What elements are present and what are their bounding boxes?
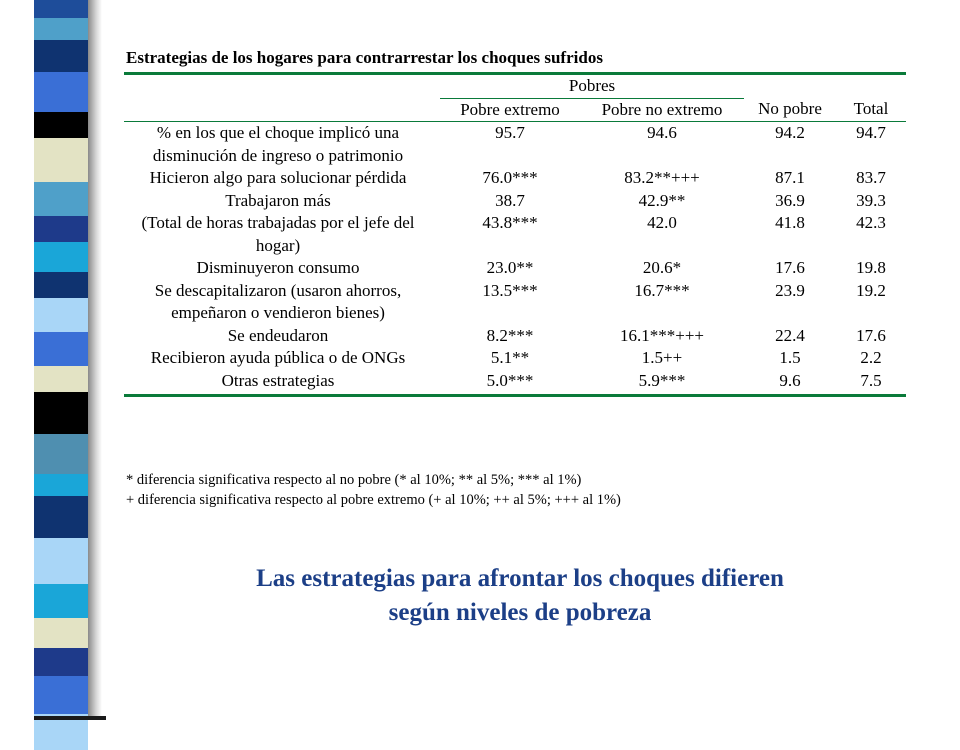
cell-value: 16.1***+++	[619, 325, 704, 345]
cell-value: 5.1**	[490, 348, 530, 367]
cell-value: 95.7	[495, 123, 525, 142]
strip-block	[34, 496, 88, 538]
header-blank	[124, 74, 440, 99]
cell-value: 9.6	[744, 370, 836, 396]
cell-value: 17.6	[775, 258, 805, 277]
strip-block	[34, 618, 88, 648]
row-label: Se descapitalizaron (usaron ahorros, empeñaron o vendieron bienes)	[154, 280, 402, 322]
cell-value: 83.7	[856, 168, 886, 187]
table-row	[124, 325, 906, 348]
conclusion-line: según niveles de pobreza	[388, 599, 652, 626]
table-row	[124, 212, 906, 257]
cell-value: 2.2	[860, 348, 882, 367]
cell-value: 19.2	[856, 280, 886, 300]
cell-value: 94.6	[647, 123, 677, 142]
cell-value: 43.8***	[482, 213, 538, 232]
table-title: Estrategias de los hogares para contrarrestar los choques sufridos	[126, 48, 603, 67]
cell-value: 17.6	[856, 325, 886, 345]
table-row	[124, 347, 906, 370]
row-label: % en los que el choque implicó una disminución de ingreso o patrimonio	[152, 123, 404, 165]
cell-value: 39.3	[856, 190, 886, 210]
strip-block	[34, 332, 88, 366]
cell-value: 42.3	[856, 213, 886, 232]
cell-value: 87.1	[775, 168, 805, 187]
cell-value: 13.5***	[482, 280, 538, 300]
strip-block	[34, 538, 88, 584]
strip-block	[34, 112, 88, 138]
row-label: (Total de horas trabajadas por el jefe del hogar)	[141, 213, 415, 255]
cell-value: 5.9***	[580, 370, 744, 396]
table-row	[124, 370, 906, 396]
footnote-significance-pobre-extremo: + diferencia significativa respecto al pobre extremo (+ al 10%; ++ al 5%; +++ al 1%)	[126, 492, 621, 508]
cell-value: 94.7	[856, 123, 886, 142]
cell-value: 41.8	[775, 213, 805, 232]
row-label: Hicieron algo para solucionar pérdida	[149, 168, 407, 187]
cell-value: 22.4	[775, 325, 805, 345]
strip-block	[34, 182, 88, 216]
conclusion-text	[120, 562, 920, 630]
column-header: Pobre no extremo	[580, 98, 744, 122]
cell-value: 42.0	[647, 213, 677, 232]
footnote-significance-no-pobre: * diferencia significativa respecto al no pobre (* al 10%; ** al 5%; *** al 1%)	[126, 472, 582, 488]
cell-value: 19.8	[856, 258, 886, 277]
cell-value: 36.9	[775, 190, 805, 210]
header-blank	[744, 74, 836, 99]
cell-value: 83.2**+++	[624, 168, 700, 187]
decorative-left-strip	[0, 0, 108, 720]
strip-block	[34, 392, 88, 434]
strip-block	[34, 72, 88, 112]
strip-block	[34, 648, 88, 676]
cell-value: 23.0**	[486, 258, 534, 277]
table-row	[124, 167, 906, 190]
strip-block	[34, 584, 88, 618]
strip-shadow	[88, 0, 102, 720]
cell-value: 1.5++	[641, 348, 683, 367]
row-label: Otras estrategias	[124, 370, 440, 396]
cell-value: 38.7	[495, 190, 525, 210]
column-header-row	[124, 98, 906, 122]
strip-color-blocks	[34, 0, 88, 720]
strip-block	[34, 18, 88, 40]
strip-block	[34, 138, 88, 182]
cell-value: 20.6*	[642, 258, 682, 277]
column-header: No pobre	[744, 98, 836, 122]
cell-value: 16.7***	[634, 280, 690, 300]
row-label: Se endeudaron	[227, 325, 329, 345]
row-label: Trabajaron más	[225, 190, 331, 210]
cell-value: 1.5	[779, 348, 801, 367]
strip-block	[34, 216, 88, 242]
header-blank	[124, 98, 440, 122]
conclusion-line: Las estrategias para afrontar los choques difieren	[256, 565, 784, 592]
group-header-pobres: Pobres	[440, 74, 744, 99]
column-header: Pobre extremo	[440, 98, 580, 122]
strip-bottom-bar	[34, 716, 106, 720]
group-header-row	[124, 74, 906, 99]
strip-block	[34, 366, 88, 392]
table-row	[124, 280, 906, 325]
row-label: Recibieron ayuda pública o de ONGs	[150, 348, 406, 367]
table-row	[124, 122, 906, 168]
strip-block	[34, 242, 88, 272]
strip-block	[34, 272, 88, 298]
cell-value: 94.2	[775, 123, 805, 142]
table-row	[124, 190, 906, 213]
cell-value: 8.2***	[486, 325, 534, 345]
strip-block	[34, 676, 88, 714]
header-blank	[836, 74, 906, 99]
cell-value: 76.0***	[482, 168, 538, 187]
cell-value: 42.9**	[638, 190, 686, 210]
column-header: Total	[836, 98, 906, 122]
cell-value: 7.5	[836, 370, 906, 396]
strip-block	[34, 474, 88, 496]
strip-block	[34, 434, 88, 474]
cell-value: 5.0***	[440, 370, 580, 396]
table-row	[124, 257, 906, 280]
strip-block	[34, 40, 88, 72]
strategies-table	[124, 72, 906, 397]
cell-value: 23.9	[775, 280, 805, 300]
strip-block	[34, 298, 88, 332]
row-label: Disminuyeron consumo	[196, 258, 360, 277]
strip-block	[34, 0, 88, 18]
